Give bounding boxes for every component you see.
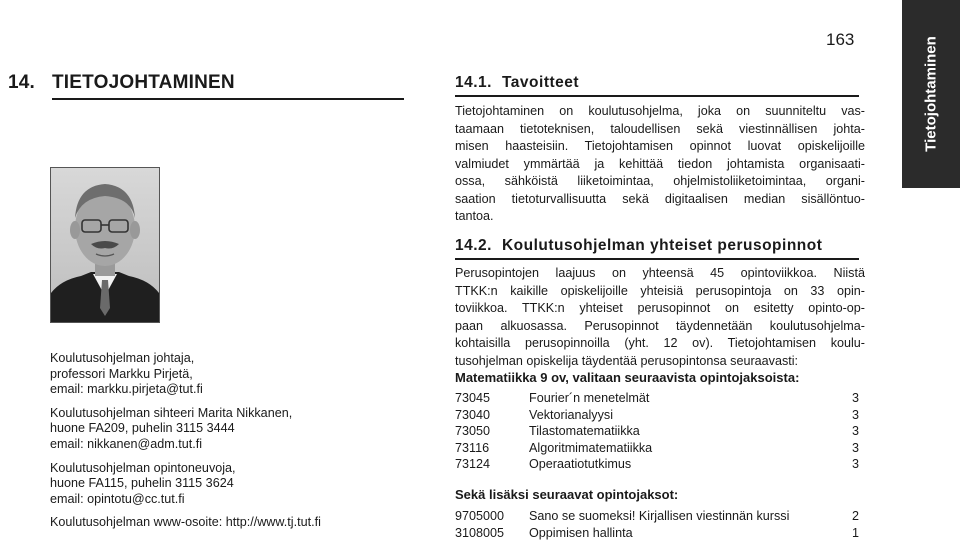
portrait-illustration [51,168,159,322]
paragraph-line: toviikkoa. TTKK:n yhteiset perusopinnot on esitetty opinto-op- [455,301,865,315]
course-name: Fourier´n menetelmät [529,391,650,405]
table-row [455,440,859,457]
contact-line: email: opintotu@cc.tut.fi [50,491,185,506]
course-credits: 3 [851,457,859,471]
contact-line: Koulutusohjelman opintoneuvoja, [50,460,236,475]
page-number: 163 [826,30,855,49]
contact-line: email: markku.pirjeta@tut.fi [50,382,203,397]
math-heading: Matematiikka 9 ov, valitaan seuraavista opintojaksoista: [455,370,800,385]
course-name: Vektorianalyysi [529,407,613,422]
paragraph-line: ossa, sähköistä liiketoimintaa, ohjelmistoliiketoimintaa, organi- [455,174,865,188]
paragraph-line: valmiudet ymmärtää ja kehittää tiedon johtamista organisaati- [455,156,865,171]
paragraph-line: kohtaisilla perusopinnoilla (yht. 12 ov). Tietojohtamisen koulu- [455,336,865,350]
contact-advisor [50,461,430,508]
course-credits: 2 [851,509,859,523]
chapter-title [8,72,235,94]
table-row [455,456,859,473]
paragraph-line: misen haasteisiin. Tietojohtamisen opinnot luovat opiskelijoille [455,139,865,153]
math-course-table [455,390,859,473]
course-credits: 3 [851,391,859,405]
section-number: 14.2. [455,237,492,254]
paragraph-line: Tietojohtaminen on koulutusohjelma, joka on suunniteltu vas- [455,104,865,118]
chapter-number: 14. [8,72,36,93]
paragraph-line: saation tietoturvallisuutta sekä digitaalisen median sisällöntuo- [455,191,865,206]
course-credits: 3 [851,407,859,422]
course-name: Sano se suomeksi! Kirjallisen viestinnän kurssi [529,509,790,523]
section-title-text: Koulutusohjelman yhteiset perusopinnot [501,237,823,254]
contact-director [50,351,430,398]
course-credits: 3 [851,424,859,438]
course-code: 73045 [455,391,491,405]
section-number: 14.1. [455,74,492,91]
goals-paragraph [455,103,865,226]
section-title-goals [455,74,579,92]
paragraph-line: paan alkuosassa. Perusopinnot täydennetään koulutusohjelma- [455,318,865,333]
paragraph-line: tusohjelman opiskelija täydentää perusopintonsa seuraavasti: [455,353,799,368]
course-code: 73116 [455,440,490,455]
contact-line: Koulutusohjelman johtaja, [50,351,195,365]
side-tab-label: Tietojohtaminen [922,36,940,152]
course-code: 73124 [455,457,491,471]
contact-line: email: nikkanen@adm.tut.fi [50,436,203,451]
contact-line: professori Markku Pirjetä, [50,366,193,381]
extra-course-table [455,508,859,541]
table-row [455,423,859,440]
paragraph-line: Perusopintojen laajuus on yhteensä 45 opintoviikkoa. Niistä [455,266,865,280]
contact-secretary [50,406,430,453]
side-tab [902,0,960,188]
paragraph-line: TTKK:n kaikille opiskelijoille yhteisiä perusopintoja on 33 opin- [455,283,865,298]
chapter-rule [52,98,404,100]
contact-line: Koulutusohjelman sihteeri Marita Nikkanen, [50,405,293,420]
extra-courses-heading: Sekä lisäksi seuraavat opintojaksot: [455,487,679,502]
table-row [455,508,859,525]
section-title-text: Tavoitteet [501,74,580,91]
section-rule [455,95,859,97]
table-row [455,407,859,424]
contact-website [50,515,430,531]
contact-info [50,351,430,539]
chapter-title-text: TIETOJOHTAMINEN [52,72,235,93]
course-code: 73040 [455,407,491,422]
portrait-photo [50,167,160,323]
paragraph-line: tantoa. [455,209,494,223]
course-credits: 3 [851,440,859,455]
course-credits: 1 [851,525,859,540]
section-title-basic-studies [455,237,822,255]
course-name: Tilastomatematiikka [529,424,640,438]
contact-line: huone FA209, puhelin 3115 3444 [50,421,235,436]
course-code: 73050 [455,424,491,438]
section-rule [455,258,859,260]
course-code: 9705000 [455,509,505,523]
contact-line: huone FA115, puhelin 3115 3624 [50,476,234,491]
course-name: Operaatiotutkimus [529,457,632,471]
table-row [455,390,859,407]
paragraph-line: taamaan tietoteknisen, taloudellisen sekä viestinnällisen johta- [455,121,865,136]
contact-line: Koulutusohjelman www-osoite: http://www.tj.tut.fi [50,515,321,530]
basic-studies-paragraph [455,265,865,370]
course-name: Algoritmimatematiikka [529,440,653,455]
table-row [455,525,859,542]
course-name: Oppimisen hallinta [529,525,633,540]
course-code: 3108005 [455,525,505,540]
